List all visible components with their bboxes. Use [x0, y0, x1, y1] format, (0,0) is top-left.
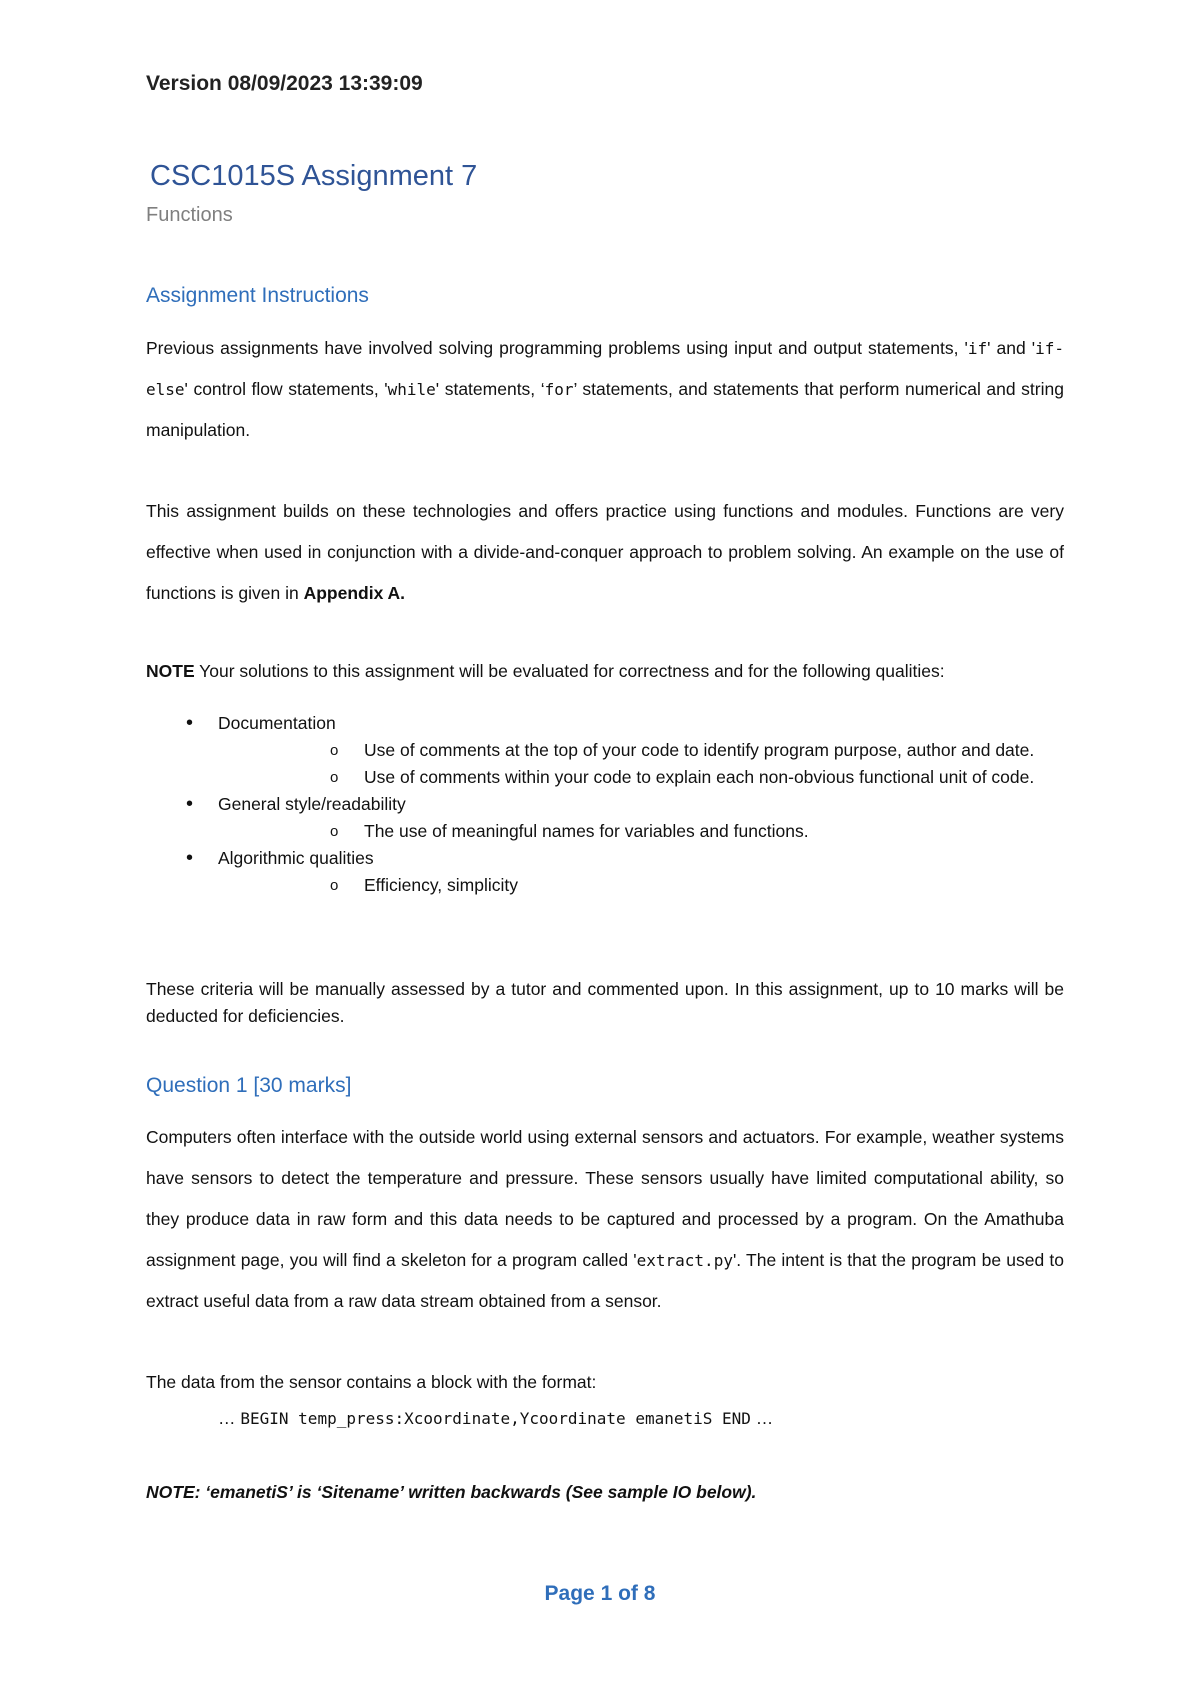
format-block: … BEGIN temp_press:Xcoordinate,Ycoordinate emanetiS END …: [218, 1408, 774, 1428]
instructions-paragraph-2: This assignment builds on these technologies and offers practice using functions and modules. Functions are very effective when used in conjunction with a divide-and-conquer approach to problem solving. An example on the use of functions is given in Appendix A.: [146, 501, 1064, 603]
criteria-item: • Algorithmic qualities o Efficiency, simplicity: [146, 845, 1064, 899]
appendix-reference: Appendix A.: [303, 583, 406, 603]
note-paragraph: NOTE Your solutions to this assignment will be evaluated for correctness and for the following qualities:: [146, 661, 945, 681]
criteria-subitem: o Efficiency, simplicity: [218, 872, 1064, 899]
format-intro: The data from the sensor contains a block with the format:: [146, 1372, 597, 1392]
criteria-item: • General style/readability o The use of meaningful names for variables and functions.: [146, 791, 1064, 845]
criteria-subitem: o Use of comments at the top of your code to identify program purpose, author and date.: [218, 737, 1064, 764]
assessment-paragraph: These criteria will be manually assessed by a tutor and commented upon. In this assignment, up to 10 marks will be deducted for deficiencies.: [146, 979, 1064, 1026]
code-while: while: [387, 380, 436, 399]
question1-heading: Question 1 [30 marks]: [146, 1074, 352, 1097]
criteria-list: [146, 710, 1064, 899]
document-title: CSC1015S Assignment 7: [150, 160, 478, 192]
sitename-note: NOTE: ‘emanetiS’ is ‘Sitename’ written backwards (See sample IO below).: [146, 1482, 757, 1502]
instructions-heading: Assignment Instructions: [146, 284, 369, 307]
instructions-paragraph-1: Previous assignments have involved solving programming problems using input and output statements, 'if' and 'if-else' control flow statements, 'while' statements, ‘for’ statements, and statements that perform numerical and string manipulation.: [146, 338, 1064, 440]
version-header: Version 08/09/2023 13:39:09: [146, 72, 423, 95]
code-if-else: if-else: [146, 339, 1064, 399]
document-subtitle: Functions: [146, 204, 233, 226]
format-code: BEGIN temp_press:Xcoordinate,Ycoordinate emanetiS END: [240, 1409, 751, 1428]
code-for: for: [544, 380, 574, 399]
code-extract-py: extract.py: [636, 1251, 733, 1270]
criteria-subitem: o Use of comments within your code to explain each non-obvious functional unit of code.: [218, 764, 1064, 791]
note-label: NOTE: [146, 661, 195, 681]
criteria-item: • Documentation o Use of comments at the top of your code to identify program purpose, author and date. o Use of comments within your code to explain each non-obvious functional unit of code.: [146, 710, 1064, 791]
question1-paragraph: Computers often interface with the outside world using external sensors and actuators. For example, weather systems have sensors to detect the temperature and pressure. These sensors usually have limited computational ability, so they produce data in raw form and this data needs to be captured and processed by a program. On the Amathuba assignment page, you will find a skeleton for a program called 'extract.py'. The intent is that the program be used to extract useful data from a raw data stream obtained from a sensor.: [146, 1127, 1065, 1311]
criteria-subitem: o The use of meaningful names for variables and functions.: [218, 818, 1064, 845]
code-if: if: [967, 339, 988, 358]
page-number: Page 1 of 8: [544, 1582, 656, 1605]
